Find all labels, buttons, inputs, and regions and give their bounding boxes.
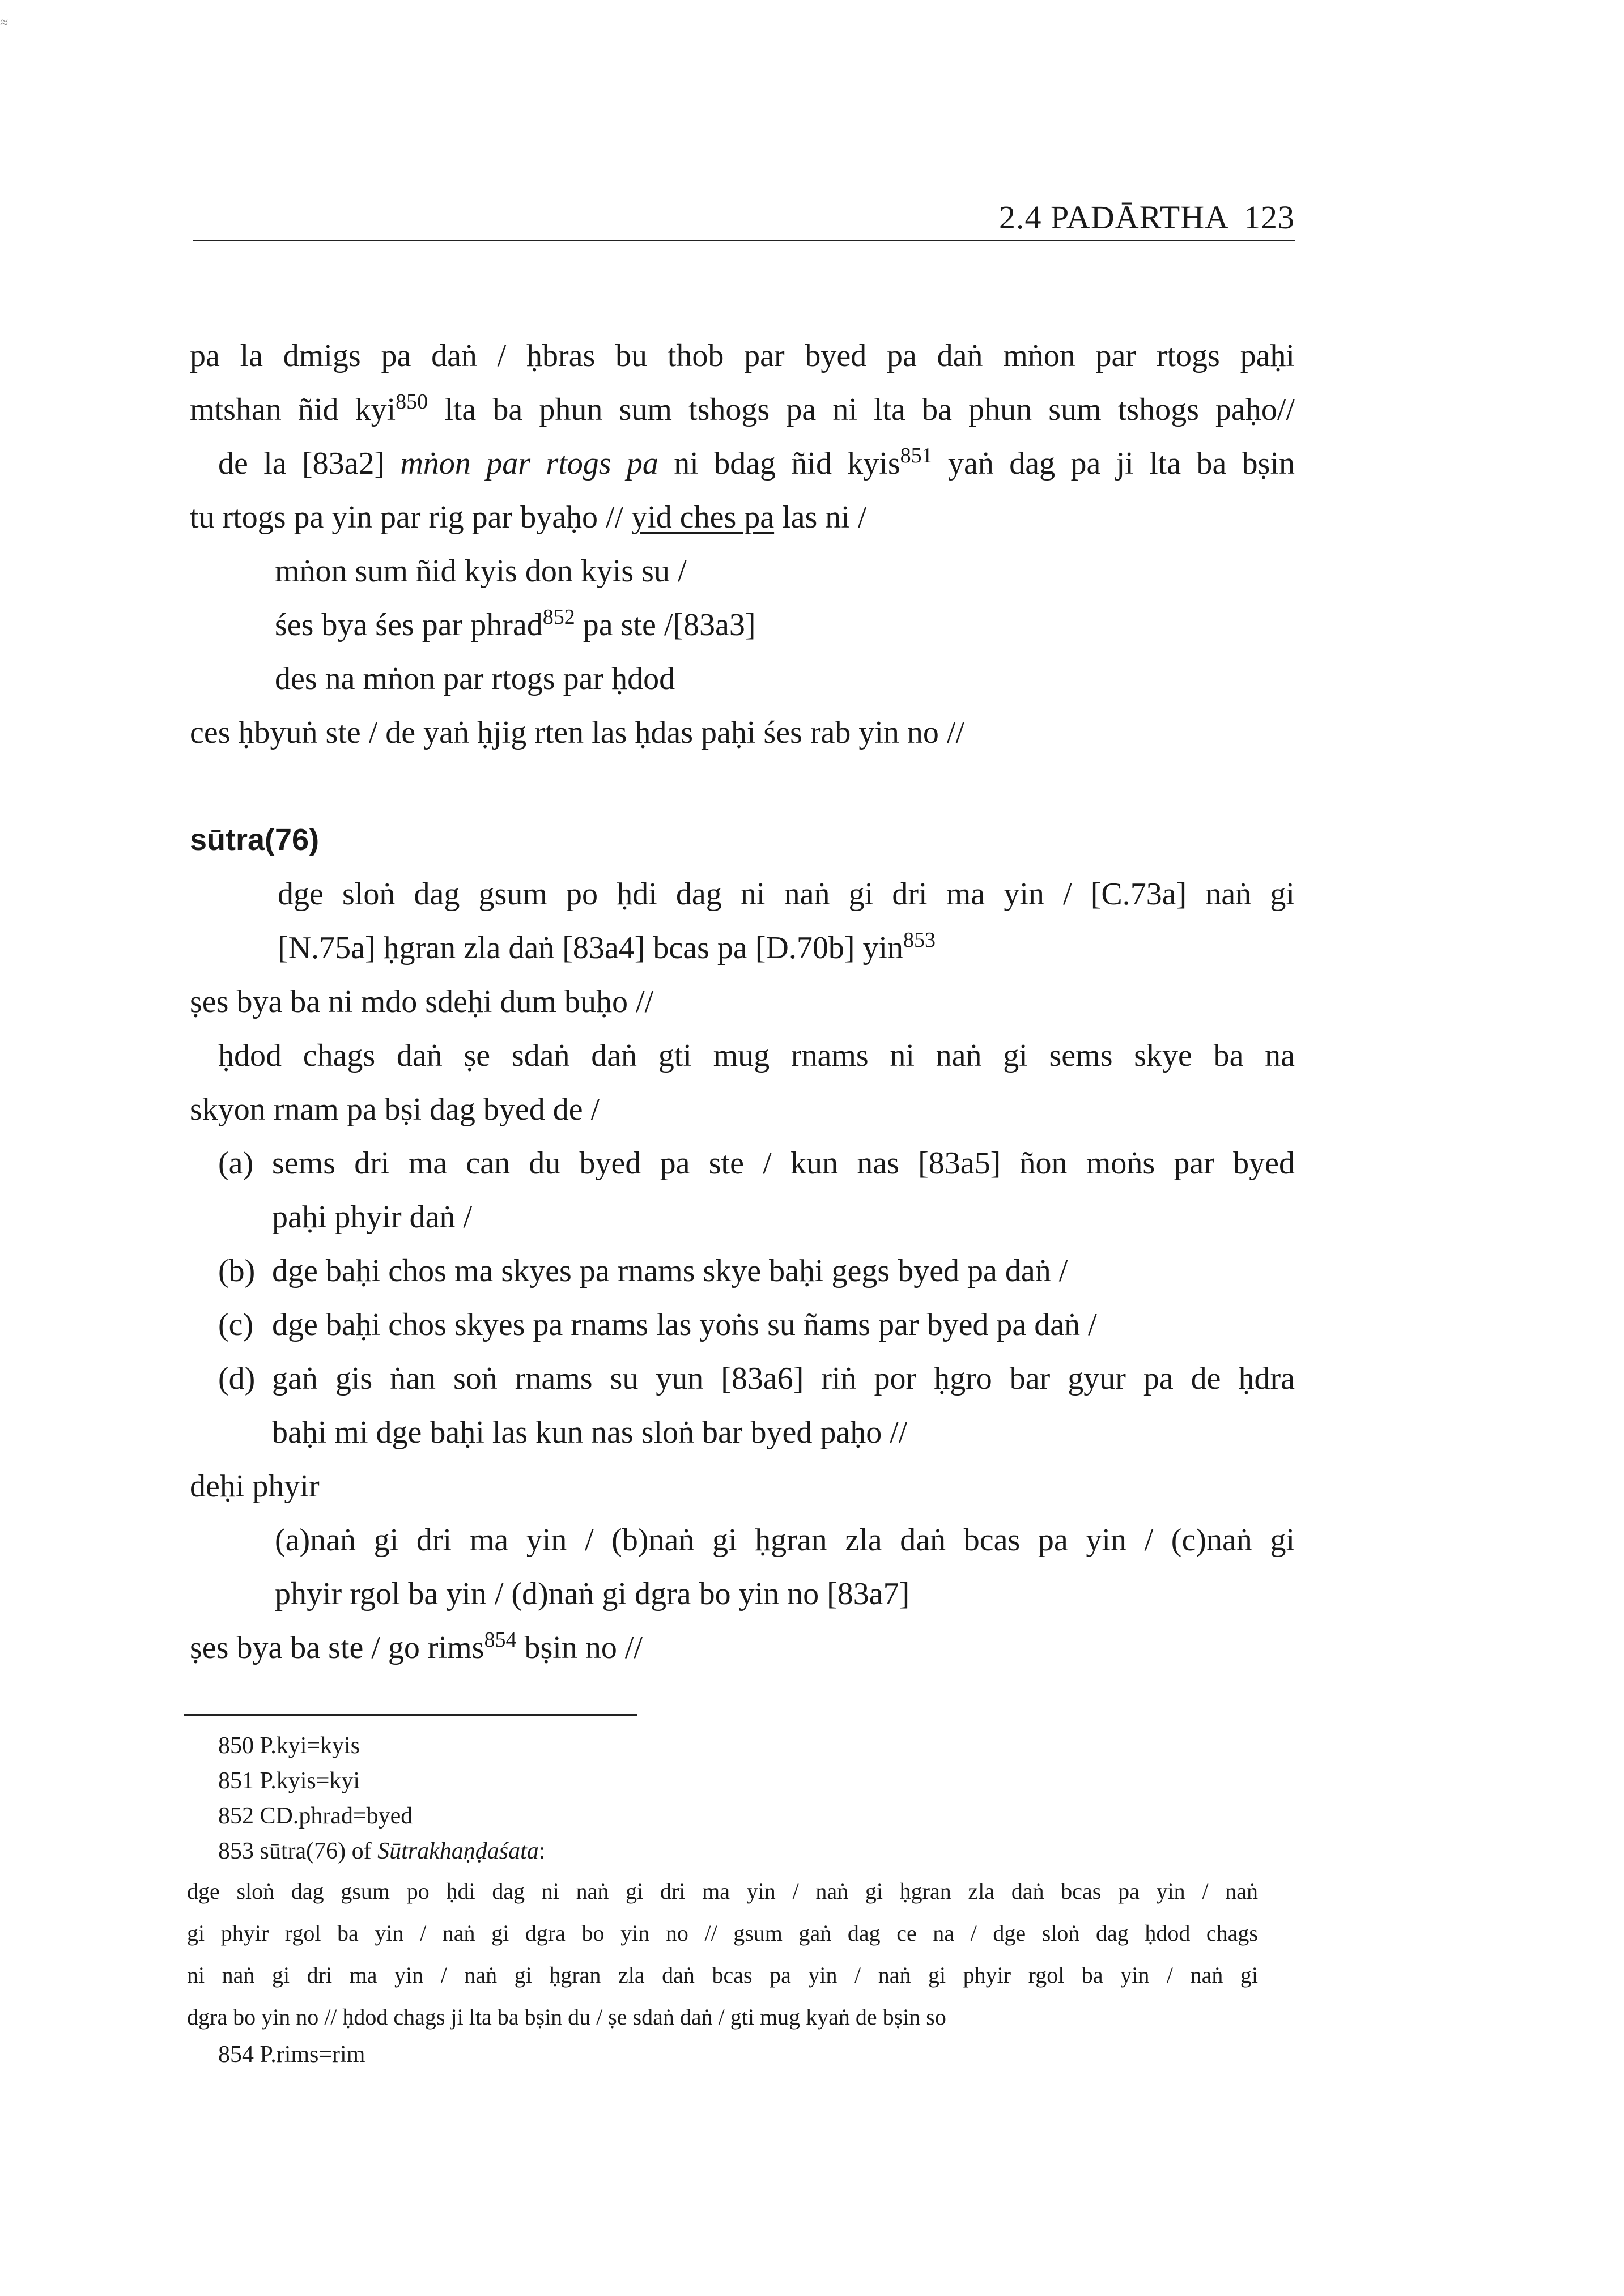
item-label: (d)	[218, 1361, 256, 1396]
text-line: skyon rnam pa bṣi dag byed de /	[190, 1092, 600, 1127]
text-line: ṣes bya ba ni mdo sdeḥi dum buḥo //	[190, 984, 654, 1019]
footnote: 852 CD.phrad=byed	[218, 1803, 413, 1829]
item-line: paḥi phyir daṅ /	[272, 1200, 473, 1235]
footnote-rule	[184, 1714, 637, 1716]
text-fragment: bṣin no //	[516, 1630, 643, 1665]
italic-title: Sūtrakhaṇḍaśata	[377, 1838, 539, 1864]
text-line	[190, 390, 1295, 427]
text-line: ces ḥbyuṅ ste / de yaṅ ḥjig rten las ḥdas paḥi śes rab yin no //	[190, 715, 965, 750]
text-fragment: mtshan ñid kyi	[190, 392, 396, 427]
footnote-ref: 851	[900, 444, 933, 467]
item-label: (c)	[218, 1307, 254, 1342]
footnote: 850 P.kyi=kyis	[218, 1733, 360, 1759]
text-line	[190, 501, 866, 533]
text-line: deḥi phyir	[190, 1469, 320, 1504]
footnote-body-line: ni naṅ gi dri ma yin / naṅ gi ḥgran zla daṅ bcas pa yin / naṅ gi phyir rgol ba yin / naṅ gi	[187, 1962, 1258, 1988]
text-fragment: pa ste /[83a3]	[583, 607, 756, 643]
section-heading: sūtra(76)	[190, 823, 320, 857]
text-fragment: ṣes bya ba ste / go rims	[190, 1630, 484, 1665]
text-fragment: śes bya śes par phrad	[275, 607, 543, 643]
footnote: 854 P.rims=rim	[218, 2042, 365, 2068]
text-line: ḥdod chags daṅ ṣe sdaṅ daṅ gti mug rnams ni naṅ gi sems skye ba na	[218, 1038, 1295, 1073]
underlined-term: yid ches pa	[631, 500, 775, 535]
item-line: gaṅ gis ṅan soṅ rnams su yun [83a6] riṅ por ḥgro bar gyur pa de ḥdra	[272, 1361, 1295, 1396]
footnote-body-line: dge sloṅ dag gsum po ḥdi dag ni naṅ gi dri ma yin / naṅ gi ḥgran zla daṅ bcas pa yin / naṅ	[187, 1878, 1258, 1904]
header-text	[999, 198, 1295, 236]
text-fragment: ni bdag ñid kyis	[674, 446, 900, 481]
header-section: 2.4 PADĀRTHA	[999, 199, 1229, 236]
text-fragment: las ni /	[774, 500, 867, 535]
page-number: 123	[1244, 199, 1295, 236]
item-label: (b)	[218, 1253, 256, 1289]
footnote-ref: 852	[542, 605, 575, 629]
item-label: (a)	[218, 1146, 254, 1181]
verse-line: des na mṅon par rtogs par ḥdod	[275, 661, 675, 696]
item-line: baḥi mi dge baḥi las kun nas sloṅ bar byed paḥo //	[272, 1415, 908, 1450]
text-fragment: de la [83a2]	[218, 446, 401, 481]
text-fragment: 853 sūtra(76) of	[218, 1838, 378, 1864]
scan-corner-mark: ≈	[0, 14, 8, 31]
italic-term: mṅon par rtogs pa	[400, 446, 658, 481]
footnote-body-line: dgra bo yin no // ḥdod chags ji lta ba bṣin du / ṣe sdaṅ daṅ / gti mug kyaṅ de bṣin so	[187, 2004, 946, 2030]
verse-line: mṅon sum ñid kyis don kyis su /	[275, 554, 687, 589]
sutra-line	[278, 928, 936, 966]
footnote-ref: 850	[396, 390, 428, 414]
text-line	[190, 1628, 643, 1665]
footnote	[218, 1839, 545, 1863]
verse-line: phyir rgol ba yin / (d)naṅ gi dgra bo yin no [83a7]	[275, 1576, 910, 1612]
footnote-ref: 853	[903, 928, 936, 952]
item-line: dge baḥi chos skyes pa rnams las yoṅs su ñams par byed pa daṅ /	[272, 1307, 1097, 1342]
text-fragment: tu rtogs pa yin par rig par byaḥo //	[190, 500, 632, 535]
text-fragment: yaṅ dag pa ji lta ba bṣin	[948, 446, 1295, 481]
item-line: sems dri ma can du byed pa ste / kun nas [83a5] ñon moṅs par byed	[272, 1146, 1295, 1181]
sutra-line: dge sloṅ dag gsum po ḥdi dag ni naṅ gi dri ma yin / [C.73a] naṅ gi	[278, 877, 1295, 912]
footnote: 851 P.kyis=kyi	[218, 1768, 360, 1794]
text-fragment: [N.75a] ḥgran zla daṅ [83a4] bcas pa [D.70b] yin	[278, 930, 904, 966]
text-line	[218, 444, 1295, 481]
verse-line	[275, 605, 756, 643]
footnote-ref: 854	[484, 1628, 517, 1652]
item-line: dge baḥi chos ma skyes pa rnams skye baḥi gegs byed pa daṅ /	[272, 1253, 1068, 1289]
running-header	[193, 201, 1295, 241]
footnote-body-line: gi phyir rgol ba yin / naṅ gi dgra bo yin no // gsum gaṅ dag ce na / dge sloṅ dag ḥdod chags	[187, 1920, 1258, 1946]
text-line: pa la dmigs pa daṅ / ḥbras bu thob par byed pa daṅ mṅon par rtogs paḥi	[190, 338, 1295, 373]
text-fragment: :	[538, 1838, 546, 1864]
text-fragment: lta ba phun sum tshogs pa ni lta ba phun sum tshogs paḥo//	[444, 392, 1295, 427]
verse-line: (a)naṅ gi dri ma yin / (b)naṅ gi ḥgran zla daṅ bcas pa yin / (c)naṅ gi	[275, 1523, 1295, 1558]
